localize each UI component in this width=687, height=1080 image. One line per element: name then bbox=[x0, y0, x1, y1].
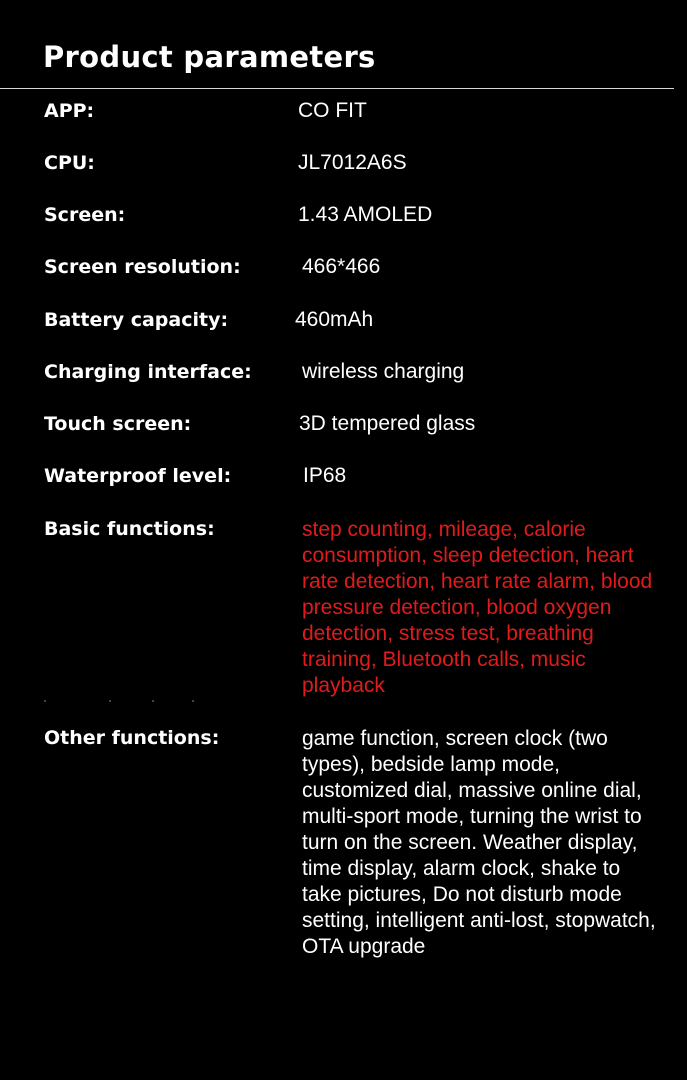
page-title: Product parameters bbox=[43, 40, 376, 74]
param-label-waterproof: Waterproof level: bbox=[44, 465, 232, 487]
param-label-charging: Charging interface: bbox=[44, 361, 252, 383]
param-label-resolution: Screen resolution: bbox=[44, 256, 241, 278]
param-label-touch: Touch screen: bbox=[44, 413, 192, 435]
param-value-resolution: 466*466 bbox=[302, 255, 381, 278]
param-label-other-functions: Other functions: bbox=[44, 727, 220, 749]
param-value-screen: 1.43 AMOLED bbox=[298, 203, 433, 226]
param-label-basic-functions: Basic functions: bbox=[44, 518, 215, 540]
title-divider bbox=[0, 88, 674, 89]
separator-dots bbox=[44, 700, 194, 702]
param-value-waterproof: IP68 bbox=[303, 464, 347, 487]
param-value-basic-functions: step counting, mileage, calorie consumption, sleep detection, heart rate detection, heart rate alarm, blood pressure detection, blood oxygen detection, stress test, breathing training, Bluetooth calls, music playback bbox=[302, 518, 653, 697]
param-value-battery: 460mAh bbox=[295, 308, 374, 331]
param-label-screen: Screen: bbox=[44, 204, 126, 226]
param-value-other-functions: game function, screen clock (two types), bedside lamp mode, customized dial, massive online dial, multi-sport mode, turning the wrist to turn on the screen. Weather display, time display, alarm clock, shake to take pictures, Do not disturb mode setting, intelligent anti-lost, stopwatch, OTA upgrade bbox=[302, 727, 656, 958]
param-label-battery: Battery capacity: bbox=[44, 309, 229, 331]
param-value-cpu: JL7012A6S bbox=[298, 151, 407, 174]
param-value-app: CO FIT bbox=[298, 99, 367, 122]
param-value-charging: wireless charging bbox=[302, 360, 465, 383]
param-value-touch: 3D tempered glass bbox=[299, 412, 476, 435]
param-label-app: APP: bbox=[44, 100, 95, 122]
param-label-cpu: CPU: bbox=[44, 152, 95, 174]
